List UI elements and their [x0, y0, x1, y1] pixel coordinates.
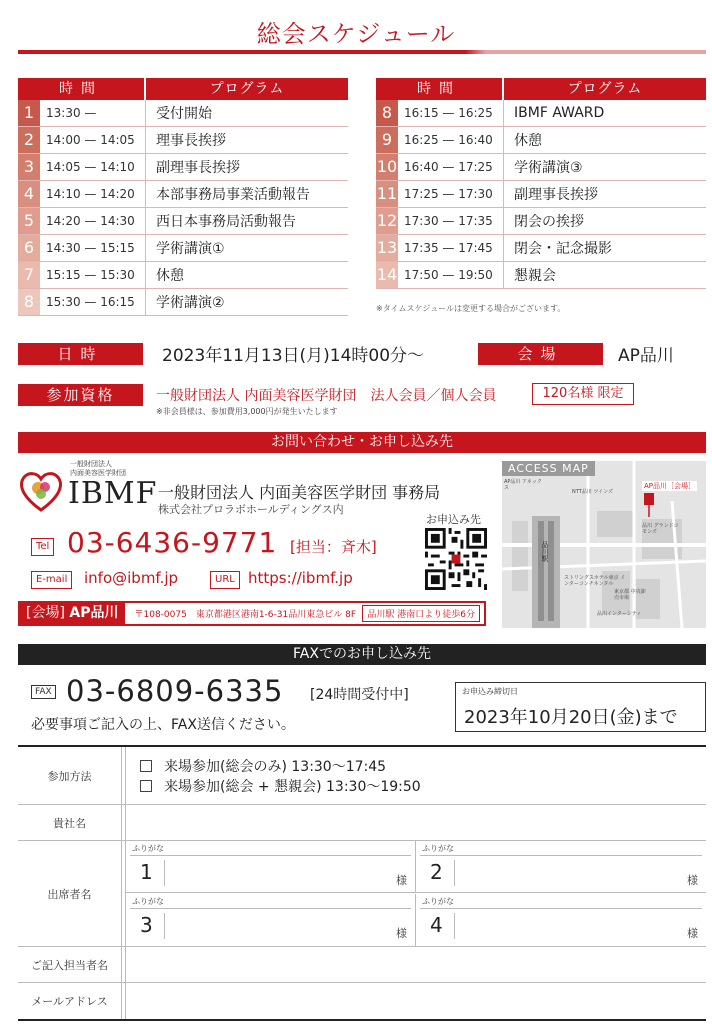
schedule-header: [18, 78, 348, 100]
attendee-slot[interactable]: ふりがな 2 様: [416, 841, 706, 893]
fax-section-header: FAXでのお申し込み先: [18, 644, 706, 665]
schedule-row-program: 学術講演③: [514, 160, 583, 176]
schedule-row: [376, 262, 706, 289]
deadline-date: 2023年10月20日(金)まで: [464, 707, 678, 728]
schedule-row-program: 理事長挨拶: [156, 133, 226, 149]
attendee-label: 出席者名: [18, 841, 122, 946]
map-station-label: 品川駅: [541, 541, 549, 562]
schedule-row-time: 17:30 — 17:35: [398, 208, 504, 234]
attendee-slot[interactable]: ふりがな 1 様: [126, 841, 416, 893]
schedule-table-left: [18, 78, 348, 316]
map-label: ストリングスホテル東京 インターコンチネンタル: [564, 575, 626, 587]
schedule-row-program: 副理事長挨拶: [156, 160, 240, 176]
email-tag: E-mail: [31, 571, 72, 589]
schedule-row-number: 4: [18, 181, 40, 207]
schedule-row-time: 17:50 — 19:50: [398, 262, 504, 288]
schedule-row-program: 本部事務局事業活動報告: [156, 187, 310, 203]
deadline-label: お申込み締切日: [462, 687, 518, 696]
qr-code-icon[interactable]: [425, 528, 487, 590]
schedule-row-number: 2: [18, 127, 40, 153]
schedule-row-number: 5: [18, 208, 40, 234]
date-label: 日時: [18, 343, 143, 365]
header-time: 時間: [376, 78, 504, 100]
schedule-row-time: 14:05 — 14:10: [40, 154, 146, 180]
venue-label: 会場: [478, 343, 603, 365]
schedule-row: [376, 154, 706, 181]
attendee-grid: [125, 841, 706, 946]
schedule-row-number: 9: [376, 127, 398, 153]
page-title: 総会スケジュール: [256, 20, 456, 48]
date-text: 2023年11月13日(月)14時00分〜: [162, 346, 425, 366]
attendee-name-field[interactable]: 2 様: [420, 855, 702, 889]
organization-subtitle: 株式会社プロラボホールディングス内: [158, 503, 344, 516]
schedule-row: [18, 208, 348, 235]
form-row-company: [18, 805, 706, 841]
schedule-row-number: 11: [376, 181, 398, 207]
email-label: メールアドレス: [18, 983, 122, 1019]
email-field[interactable]: [125, 983, 706, 1019]
schedule-row-number: 10: [376, 154, 398, 180]
map-label: 東京都 中央卸売市場: [614, 589, 646, 601]
contact-section-header: お問い合わせ・お申し込み先: [18, 432, 706, 453]
schedule-row: [18, 289, 348, 316]
schedule-row-program: IBMF AWARD: [514, 105, 605, 121]
schedule-row-time: 17:25 — 17:30: [398, 181, 504, 207]
logo-text: IBMF: [68, 476, 158, 511]
schedule-row: [18, 181, 348, 208]
fax-instruction: 必要事項ご記入の上、FAX送信ください。: [31, 717, 295, 733]
schedule-row-time: 14:30 — 15:15: [40, 235, 146, 261]
eligibility-text: 一般財団法人 内面美容医学財団 法人会員／個人会員: [156, 388, 497, 404]
venue-box-label: [会場] AP品川: [20, 603, 125, 624]
tel-number[interactable]: 03-6436-9771: [67, 526, 278, 559]
schedule-row-number: 6: [18, 235, 40, 261]
schedule-row-program: 休憩: [156, 268, 184, 284]
schedule-row: [376, 100, 706, 127]
organization-name: 一般財団法人 内面美容医学財団 事務局: [158, 483, 441, 502]
eligibility-label: 参加資格: [18, 384, 143, 406]
checkbox[interactable]: [140, 780, 152, 792]
email-link[interactable]: info@ibmf.jp: [84, 569, 179, 587]
map-label: AP品川 アネックス: [504, 479, 542, 491]
schedule-row-program: 学術講演②: [156, 295, 225, 311]
contact-person-field[interactable]: [125, 947, 706, 982]
schedule-header: [376, 78, 706, 100]
schedule-row-program: 懇親会: [514, 268, 556, 284]
ibmf-heart-logo-icon: [18, 468, 64, 514]
participation-label: 参加方法: [18, 747, 122, 804]
schedule-row: [376, 181, 706, 208]
eligibility-note: ※非会員様は、参加費用3,000円が発生いたします: [156, 407, 338, 416]
venue-info-box: [18, 601, 486, 626]
fax-number[interactable]: 03-6809-6335: [66, 674, 284, 708]
schedule-row-time: 16:40 — 17:25: [398, 154, 504, 180]
schedule-row-program: 学術講演①: [156, 241, 225, 257]
schedule-row: [376, 127, 706, 154]
schedule-row: [18, 235, 348, 262]
form-row-email: [18, 983, 706, 1019]
schedule-note: ※タイムスケジュールは変更する場合がございます。: [376, 304, 566, 313]
header-program: プログラム: [209, 81, 285, 97]
contact-person-label: ご記入担当者名: [18, 947, 122, 982]
schedule-row-time: 17:35 — 17:45: [398, 235, 504, 261]
schedule-row-program: 受付開始: [156, 106, 212, 122]
schedule-row-program: 閉会の挨拶: [514, 214, 584, 230]
schedule-row-number: 14: [376, 262, 398, 288]
schedule-row: [18, 262, 348, 289]
map-venue-tag: AP品川［会場］: [644, 482, 696, 490]
schedule-row-time: 15:15 — 15:30: [40, 262, 146, 288]
schedule-row: [376, 208, 706, 235]
attendee-slot[interactable]: ふりがな 3 様: [126, 894, 416, 946]
url-tag: URL: [210, 571, 240, 589]
company-field[interactable]: [125, 805, 706, 840]
schedule-row-time: 15:30 — 16:15: [40, 289, 146, 315]
schedule-table-right: [376, 78, 706, 289]
schedule-row-time: 13:30 —: [40, 100, 146, 126]
form-row-participation: [18, 747, 706, 805]
schedule-row-time: 16:15 — 16:25: [398, 100, 504, 126]
checkbox[interactable]: [140, 760, 152, 772]
option-general-only[interactable]: 来場参加(総会のみ) 13:30〜17:45: [140, 756, 706, 776]
attendee-name-field[interactable]: 3 様: [130, 908, 411, 942]
attendee-slot[interactable]: ふりがな 4 様: [416, 894, 706, 946]
logo-subtitle: 一般財団法人 内面美容医学財団: [70, 460, 126, 477]
schedule-row-number: 1: [18, 100, 40, 126]
schedule-row: [376, 235, 706, 262]
attendee-name-field[interactable]: 4 様: [420, 908, 702, 942]
deadline-box: [455, 682, 706, 732]
schedule-row-program: 副理事長挨拶: [514, 187, 598, 203]
schedule-row-time: 14:20 — 14:30: [40, 208, 146, 234]
map-label: 品川 グランドコモンズ: [642, 523, 679, 535]
attendee-name-field[interactable]: 1 様: [130, 855, 411, 889]
schedule-row: [18, 100, 348, 127]
access-map[interactable]: [502, 461, 706, 628]
capacity-badge: 120名様 限定: [532, 383, 634, 405]
map-title: ACCESS MAP: [502, 461, 595, 476]
schedule-row-program: 休憩: [514, 133, 542, 149]
website-link[interactable]: https://ibmf.jp: [248, 569, 353, 587]
schedule-row-number: 7: [18, 262, 40, 288]
schedule-row-number: 13: [376, 235, 398, 261]
header-time: 時間: [18, 78, 146, 100]
option-general-and-party[interactable]: 来場参加(総会 + 懇親会) 13:30〜19:50: [140, 776, 706, 796]
title-underline: [18, 50, 706, 54]
schedule-row-number: 3: [18, 154, 40, 180]
schedule-row-time: 16:25 — 16:40: [398, 127, 504, 153]
schedule-row-time: 14:00 — 14:05: [40, 127, 146, 153]
header-program: プログラム: [567, 81, 643, 97]
map-label: 品川インターシティ: [597, 611, 642, 617]
apply-qr-label: お申込み先: [426, 513, 481, 526]
venue-station: 品川駅 港南口より徒歩6分: [362, 605, 480, 622]
company-label: 貴社名: [18, 805, 122, 840]
form-row-attendees: [18, 841, 706, 947]
venue-text: AP品川: [618, 346, 674, 366]
schedule-row: [18, 127, 348, 154]
application-form: [18, 745, 706, 1021]
fax-tag: FAX: [31, 685, 56, 699]
schedule-row-number: 12: [376, 208, 398, 234]
form-row-contact-person: [18, 947, 706, 983]
schedule-row-program: 西日本事務局活動報告: [156, 214, 296, 230]
schedule-row: [18, 154, 348, 181]
map-label: NTT品川 ツインズ: [572, 489, 613, 495]
fax-hours: [24時間受付中]: [310, 687, 409, 703]
tel-tag: Tel: [31, 538, 54, 556]
schedule-row-time: 14:10 — 14:20: [40, 181, 146, 207]
venue-address: 〒108-0075 東京都港区港南1-6-31品川東急ビル 8F: [134, 610, 356, 620]
schedule-row-program: 閉会・記念撮影: [514, 241, 612, 257]
schedule-row-number: 8: [376, 100, 398, 126]
schedule-row-number: 8: [18, 289, 40, 315]
tel-contact-person: [担当：斉木]: [290, 538, 377, 556]
participation-options: [125, 747, 706, 804]
